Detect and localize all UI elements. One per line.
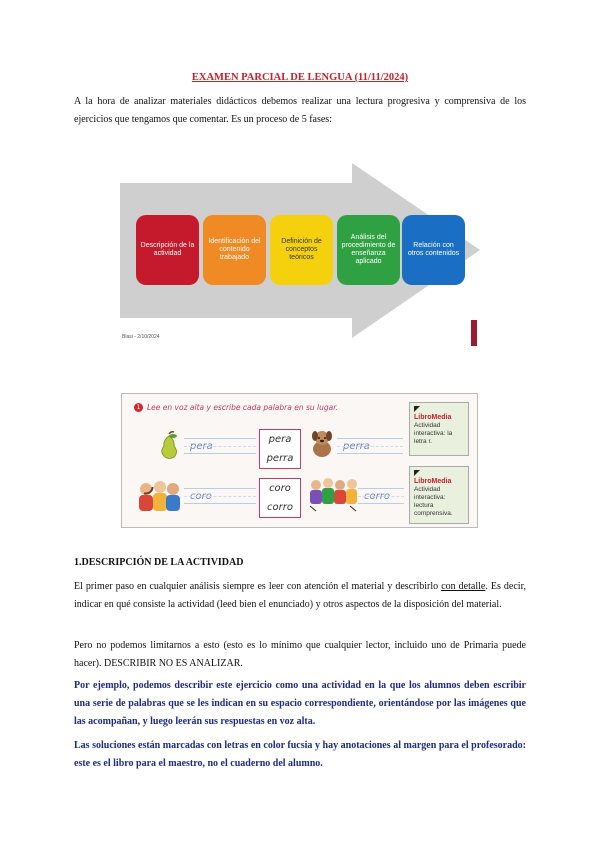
answer-line-coro: coro bbox=[184, 488, 256, 504]
section-paragraph-2: Pero no podemos limitarnos a esto (esto es lo mínimo que cualquier lector, incluido uno de Primaria puede hacer). DESCRIBIR NO ES ANALIZAR. bbox=[74, 640, 526, 669]
red-margin-marker bbox=[471, 320, 477, 346]
children-circle-icon bbox=[308, 476, 358, 512]
section-paragraph-4: Las soluciones están marcadas con letras en color fucsia y hay anotaciones al margen para el profesorado: este es el libro para el maestro, no el cuaderno del alumno. bbox=[74, 740, 526, 769]
corner-flag-icon bbox=[414, 470, 420, 476]
section-paragraph-1 bbox=[74, 578, 526, 614]
word-choice-box-1 bbox=[259, 429, 301, 469]
exercise-instruction bbox=[134, 403, 338, 412]
corner-flag-icon bbox=[414, 406, 420, 412]
page-title: EXAMEN PARCIAL DE LENGUA (11/11/2024) bbox=[191, 72, 409, 83]
libromedia-note-1 bbox=[409, 402, 469, 456]
libromedia-text: Actividad interactiva: lectura comprensiva. bbox=[414, 486, 453, 517]
libromedia-brand: LibroMedia bbox=[414, 478, 452, 485]
section-paragraph-3: Por ejemplo, podemos describir este ejercicio como una actividad en la que los alumnos deben escribir una serie de palabras que se les indican en su espacio correspondiente, orientándose por las imágenes que las acompañan, y luego leerán sus respuestas en voz alta. bbox=[74, 680, 526, 727]
choice-pera: pera bbox=[268, 434, 292, 445]
dog-icon bbox=[305, 427, 337, 461]
p1-text-a: El primer paso en cualquier análisis siempre es leer con atención el material y describirlo bbox=[74, 581, 442, 592]
phase-4-analysis: Análisis del procedimiento de enseñanza aplicado bbox=[337, 215, 400, 285]
exercise-number: 1 bbox=[134, 403, 143, 412]
choice-coro: coro bbox=[269, 483, 291, 494]
libromedia-text: Actividad interactiva: la letra r. bbox=[414, 422, 453, 445]
answer-line-corro: corro bbox=[358, 488, 404, 504]
intro-paragraph: A la hora de analizar materiales didácticos debemos realizar una lectura progresiva y comprensiva de los ejercicios que tengamos que comentar. Es un proceso de 5 fases: bbox=[74, 96, 526, 125]
choice-corro: corro bbox=[267, 502, 293, 513]
pear-icon bbox=[156, 430, 182, 460]
word-choice-box-2 bbox=[259, 478, 301, 518]
answer-line-perra: perra bbox=[337, 438, 403, 454]
p1-underlined: con detalle bbox=[441, 581, 486, 592]
diagram-footnote: Blasi - 2/10/2024 bbox=[122, 334, 160, 340]
process-diagram bbox=[120, 158, 480, 348]
section-heading: 1.DESCRIPCIÓN DE LA ACTIVIDAD bbox=[74, 557, 244, 568]
phase-2-content: Identificación del contenido trabajado bbox=[203, 215, 266, 285]
libromedia-brand: LibroMedia bbox=[414, 414, 452, 421]
children-choir-icon bbox=[136, 479, 182, 513]
instruction-text: Lee en voz alta y escribe cada palabra en su lugar. bbox=[147, 403, 338, 412]
phase-3-concepts: Definición de conceptos teóricos bbox=[270, 215, 333, 285]
exercise-image bbox=[121, 393, 478, 528]
p1-text-b: . Es decir, indicar en qué consiste la actividad (leed bien el enunciado) y otros aspectos de la disposición del material. bbox=[74, 581, 526, 610]
libromedia-note-2 bbox=[409, 466, 469, 524]
phase-1-description: Descripción de la actividad bbox=[136, 215, 199, 285]
choice-perra: perra bbox=[266, 453, 294, 464]
phase-5-relation: Relación con otros contenidos bbox=[402, 215, 465, 285]
answer-line-pera: pera bbox=[184, 438, 256, 454]
